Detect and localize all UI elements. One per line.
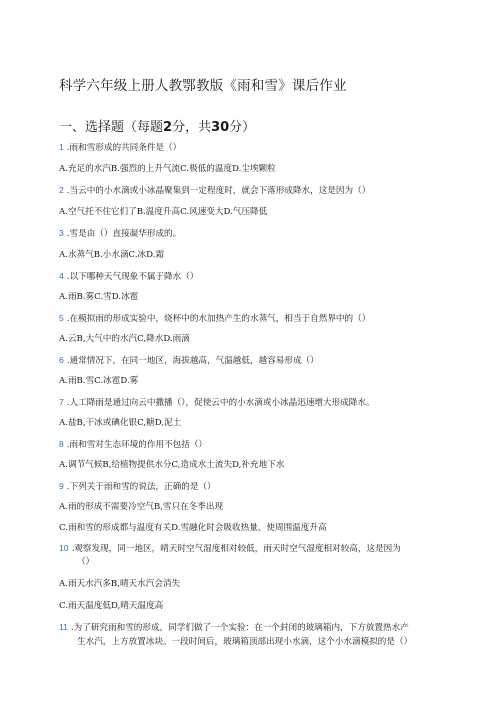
question-number: 6: [59, 355, 64, 365]
question-5: [59, 313, 370, 325]
question-number: 9: [59, 481, 64, 491]
question-number: 2: [59, 185, 64, 195]
question-number: 1: [59, 142, 64, 152]
question-10: [59, 543, 401, 555]
question-text: .当云中的小水滴或小冰晶聚集到一定程度时，就会下落形成降水，这是因为（）: [66, 186, 371, 196]
question-3: [59, 228, 181, 240]
question-10-options: A.雨天水汽多B,晴天水汽会消失: [59, 579, 181, 589]
question-3-options: A.水蒸气B.小水滴C.冰D.霜: [59, 250, 165, 260]
page-title: 科学六年级上册人教鄂教版《雨和雪》课后作业: [59, 78, 347, 94]
question-11-continuation: 生水汽，上方放置冰块。一段时间后，玻璃箱顶部出现小水滴，这个小水滴模拟的是（）: [77, 637, 413, 647]
question-1: [59, 142, 181, 154]
section-label-post: 分）: [229, 120, 256, 135]
question-11: [59, 622, 409, 634]
question-text: .以下哪种天气现象不属于降水（）: [66, 272, 199, 282]
question-10-continuation: （）: [77, 557, 95, 567]
question-number: 10: [59, 543, 69, 553]
section-label-mid: 分，共: [172, 120, 212, 135]
question-9-options-2: C.雨和雪的形成都与温度有关D.雪融化时会吸收热量，使周围温度升高: [59, 523, 327, 533]
section-label-pre: 一、选择题（每题: [59, 120, 164, 135]
question-2-options: A.空气托不住它们了B.温度升高C.风速变大D.气压降低: [59, 207, 268, 217]
question-7: [59, 397, 375, 409]
question-9: [59, 481, 216, 493]
question-10-options-2: C.雨天温度低D,晴天温度高: [59, 601, 164, 611]
question-5-options: A.云B,大气中的水汽C,降水D.雨滴: [59, 334, 190, 344]
question-2: [59, 185, 370, 197]
question-7-options: A.盐B,干冰或碘化银C,糖D,泥土: [59, 418, 182, 428]
question-number: 7: [59, 397, 64, 407]
question-1-options: A.充足的水汽B.强烈的上升气流C.极低的温度D.尘埃颗粒: [59, 164, 276, 174]
question-4-options: A.雨B.雾C.雪D.冰雹: [59, 292, 139, 302]
question-text: .为了研究雨和雪的形成，同学们做了一个实验：在一个封闭的玻璃箱内，下方放置热水产: [70, 623, 409, 633]
question-text: .在模拟雨的形成实验中，烧杯中的水加热产生的水蒸气，相当于自然界中的（）: [66, 314, 371, 324]
question-number: 3: [59, 228, 64, 238]
question-text: .雨和雪对生态环境的作用不包括（）: [66, 440, 208, 450]
question-8-options: A.调节气候B,给植物提供水分C,造成水土流失D,补充地下水: [59, 460, 285, 470]
question-9-options: A.雨的形成不需要冷空气B,雪只在冬季出现: [59, 502, 224, 512]
question-number: 8: [59, 439, 64, 449]
question-text: .雨和雪形成的共同条件是（）: [66, 143, 182, 153]
section-points: 2: [163, 120, 173, 135]
question-text: .下列关于雨和雪的说法，正确的是（）: [66, 482, 216, 492]
question-text: .人工降雨是通过向云中撒播（），促使云中的小水滴或小冰晶迅速增大形成降水。: [66, 398, 375, 408]
question-4: [59, 271, 198, 283]
question-text: .雪是由（）直接凝华形成的。: [66, 229, 182, 239]
question-number: 5: [59, 313, 64, 323]
question-6-options: A.雨B.雪C.冰雹D.雾: [59, 376, 139, 386]
question-6: [59, 355, 319, 367]
question-text: .观察发现，同一地区，晴天时空气湿度相对较低，雨天时空气湿度相对较高，这是因为: [71, 544, 401, 554]
question-text: .通常情况下，在同一地区，海拔越高，气温越低，越容易形成（）: [66, 356, 319, 366]
section-total: 30: [211, 120, 230, 135]
question-number: 4: [59, 271, 64, 281]
question-8: [59, 439, 207, 451]
question-number: 11: [59, 622, 68, 632]
section-heading: [59, 116, 255, 135]
